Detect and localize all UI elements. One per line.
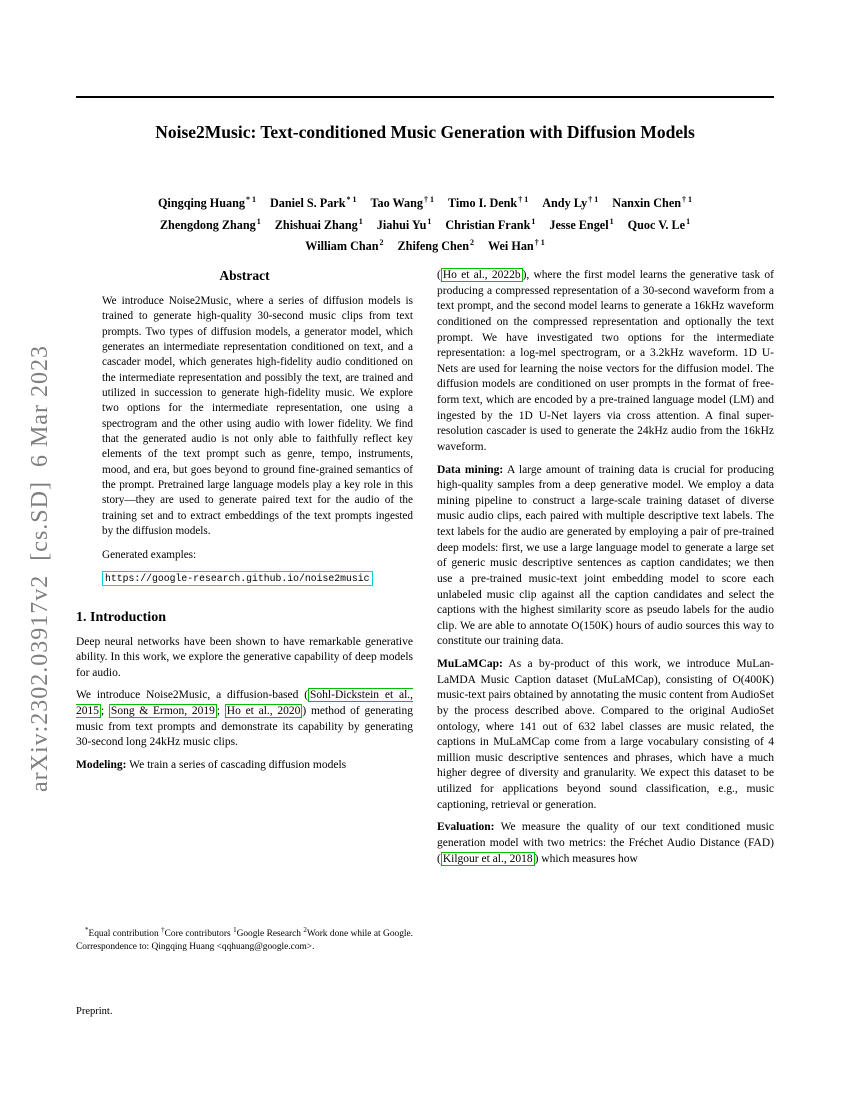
- intro-p2-text: We introduce Noise2Music, a diffusion-based (: [76, 689, 309, 702]
- author-superscript: 1: [609, 216, 614, 226]
- footnote: [76, 926, 413, 953]
- overview-open-paren: (: [437, 269, 441, 281]
- author: [160, 218, 261, 232]
- author: [377, 218, 432, 232]
- author-superscript: † 1: [682, 195, 693, 204]
- footnote-sym-google: 1: [233, 926, 237, 934]
- author-superscript: 1: [686, 216, 691, 226]
- author-name: Tao Wang: [370, 196, 424, 211]
- two-column-body: [76, 268, 774, 874]
- author: [612, 196, 692, 210]
- intro-p2-sep1: ;: [101, 705, 109, 717]
- footnote-sym-core: †: [161, 926, 165, 934]
- author-superscript: † 1: [518, 195, 529, 204]
- footnote-sym-work: 2: [303, 926, 307, 934]
- author-name: Qingqing Huang: [157, 196, 245, 211]
- evaluation-paragraph: [437, 820, 774, 867]
- overview-paragraph: [437, 268, 774, 456]
- author-name: Jesse Engel: [549, 217, 609, 232]
- project-link[interactable]: https://google-research.github.io/noise2music: [102, 571, 373, 586]
- data-mining-label: Data mining:: [437, 463, 504, 476]
- authors-block: [76, 191, 774, 256]
- author-superscript: * 1: [346, 195, 357, 204]
- author-superscript: * 1: [246, 195, 256, 204]
- author-name: Zhifeng Chen: [397, 239, 469, 254]
- author-name: Zhengdong Zhang: [159, 217, 256, 232]
- data-mining-text: A large amount of training data is crucial for producing high-quality samples from a deep generative model. We employ a data mining pipeline to construct a large-scale training dataset of diverse music audio clips, each paired with multiple descriptive text labels. The text labels for the audio are generated by employing a pair of pre-trained deep models: first, we use a large language model to generate a large set of generic music descriptive sentences as caption candidates; we then use a pre-trained music-text joint embedding model to score each unlabeled music clip against all the caption candidates and select the captions with the highest similarity score as pseudo labels for the audio clip. We are able to annotate O(150K) hours of audio sources this way to constitute our training data.: [437, 463, 774, 648]
- mulamcap-label: MuLaMCap:: [437, 658, 503, 670]
- modeling-label: Modeling:: [76, 758, 127, 771]
- footnote-text-4: Work done while at Google. Correspondence to: Qingqing Huang <qqhuang@google.com>.: [76, 929, 413, 952]
- author-superscript: 2: [470, 238, 474, 248]
- left-column: [76, 268, 413, 874]
- arxiv-watermark: arXiv:2302.03917v2 [cs.SD] 6 Mar 2023: [27, 345, 53, 792]
- author: [488, 239, 545, 253]
- author: [542, 196, 598, 210]
- abstract-heading: Abstract: [219, 268, 270, 283]
- author-superscript: † 1: [424, 195, 435, 204]
- right-column: [437, 268, 774, 874]
- author-name: Quoc V. Le: [627, 217, 686, 232]
- evaluation-label: Evaluation:: [437, 821, 495, 834]
- author: [158, 196, 256, 210]
- author-name: Wei Han: [488, 239, 534, 254]
- author-name: William Chan: [305, 239, 379, 254]
- modeling-paragraph: [76, 758, 413, 774]
- intro-p2-rest: ) method of generating music from text prompts and demonstrate its capability by generating 30-second long 24kHz music clips.: [76, 705, 414, 749]
- evaluation-text: We measure the quality of our text conditioned music generation model with two metrics: the Fréchet Audio Distance (FAD) (: [437, 821, 774, 865]
- introduction-heading: 1. Introduction: [76, 609, 166, 625]
- preprint-label: Preprint.: [76, 1006, 113, 1017]
- author-name: Christian Frank: [445, 217, 531, 232]
- footnote-sym-equal: *: [85, 926, 89, 934]
- intro-paragraph-2: [76, 688, 413, 751]
- footnote-text-2: Core contributors: [164, 929, 234, 940]
- data-mining-paragraph: [437, 463, 774, 651]
- author: [549, 218, 613, 232]
- author: [398, 239, 474, 253]
- author-superscript: 1: [427, 216, 432, 226]
- author-line-2: [76, 213, 774, 235]
- author-line-1: [76, 191, 774, 213]
- cite-ho-2022b[interactable]: Ho et al., 2022b: [442, 269, 521, 281]
- mulamcap-text: As a by-product of this work, we introduce MuLan-LaMDA Music Caption dataset (MuLaMCap), consisting of O(400K) music-text pairs obtained by annotating the music content from AudioSet by the process described above. Compared to the original AudioSet ontology, where 141 out of 632 label classes are music related, the captions in MuLaMCap come from a large vocabulary consisting of 4 million music descriptive sentences and phrases, which have a much higher degree of diversity and granularity. We expect this dataset to be utilized for applications beyond sound classification, e.g., music captioning, retrieval or generation.: [437, 658, 774, 811]
- author-name: Jiahui Yu: [376, 217, 427, 232]
- mulamcap-paragraph: [437, 657, 774, 813]
- page-title: Noise2Music: Text-conditioned Music Generation with Diffusion Models: [155, 122, 695, 142]
- author-name: Daniel S. Park: [270, 196, 346, 211]
- overview-text: ), where the first model learns the generative task of producing a compressed representation of a 30-second waveform from a text prompt, and the second model learns to generate a 16kHz waveform conditioned on the compressed representation and optionally the text prompt. We have investigated two options for the intermediate representation: a log-mel spectrogram, or a 3.2kHz waveform. 1D U-Nets are used for learning the noise vectors for the diffusion model. The diffusion models are conditioned on user prompts in the format of free-form text, which are encoded by a pre-trained language model (LM) and ingested by the 1D U-Net layers via cross attention. A final super-resolution cascader is used to generate the 24kHz audio from the 16kHz waveform.: [437, 269, 774, 453]
- cite-kilgour-2018[interactable]: Kilgour et al., 2018: [442, 852, 533, 865]
- intro-p2-sep2: ;: [216, 705, 225, 717]
- modeling-text: We train a series of cascading diffusion models: [126, 758, 347, 771]
- author-superscript: 1: [531, 216, 536, 226]
- author-name: Nanxin Chen: [612, 196, 682, 211]
- generated-examples-label: Generated examples:: [102, 548, 197, 561]
- cite-sohl-dickstein-2015[interactable]: Sohl-Dickstein et al., 2015: [76, 689, 414, 717]
- intro-paragraph-1: Deep neural networks have been shown to have remarkable generative ability. In this work, we explore the generative capability of deep models for audio.: [76, 635, 413, 679]
- author: [305, 239, 383, 253]
- evaluation-text-end: ) which measures how: [534, 852, 638, 865]
- project-link-line: [102, 568, 413, 586]
- author: [371, 196, 435, 210]
- author: [270, 196, 357, 210]
- author-superscript: † 1: [588, 195, 599, 204]
- author-superscript: 1: [358, 216, 363, 226]
- author-superscript: 2: [379, 238, 384, 248]
- cite-ho-2020[interactable]: Ho et al., 2020: [226, 705, 301, 717]
- author-superscript: † 1: [534, 238, 545, 248]
- title-rule: [76, 96, 774, 98]
- footnote-text-3: Google Research: [236, 929, 304, 940]
- author-line-3: [76, 234, 774, 256]
- author: [275, 218, 363, 232]
- author: [445, 218, 535, 232]
- author-name: Andy Ly: [542, 196, 588, 211]
- author: [628, 218, 690, 232]
- cite-song-ermon-2019[interactable]: Song & Ermon, 2019: [110, 705, 215, 717]
- author-superscript: 1: [256, 216, 261, 226]
- author: [448, 196, 528, 210]
- author-name: Timo I. Denk: [448, 196, 518, 211]
- author-name: Zhishuai Zhang: [274, 217, 358, 232]
- footnote-text-1: Equal contribution: [88, 929, 162, 940]
- abstract-text: We introduce Noise2Music, where a series of diffusion models is trained to generate high-quality 30-second music clips from text prompts. Two types of diffusion models, a generator model, which generates an intermediate representation conditioned on text, and a cascader model, which generates high-fidelity audio conditioned on the intermediate representation and possibly the text, are trained and utilized in succession to generate high-fidelity music. We explore two options for the intermediate representation, one using a spectrogram and the other using audio with lower fidelity. We find that the generated audio is not only able to faithfully reflect key elements of the text prompt such as genre, tempo, instruments, mood, and era, but goes beyond to ground fine-grained semantics of the prompt. Pretrained large language models play a key role in this story—they are used to generate paired text for the audio of the training set and to extract embeddings of the text prompts ingested by the diffusion models.: [102, 295, 413, 538]
